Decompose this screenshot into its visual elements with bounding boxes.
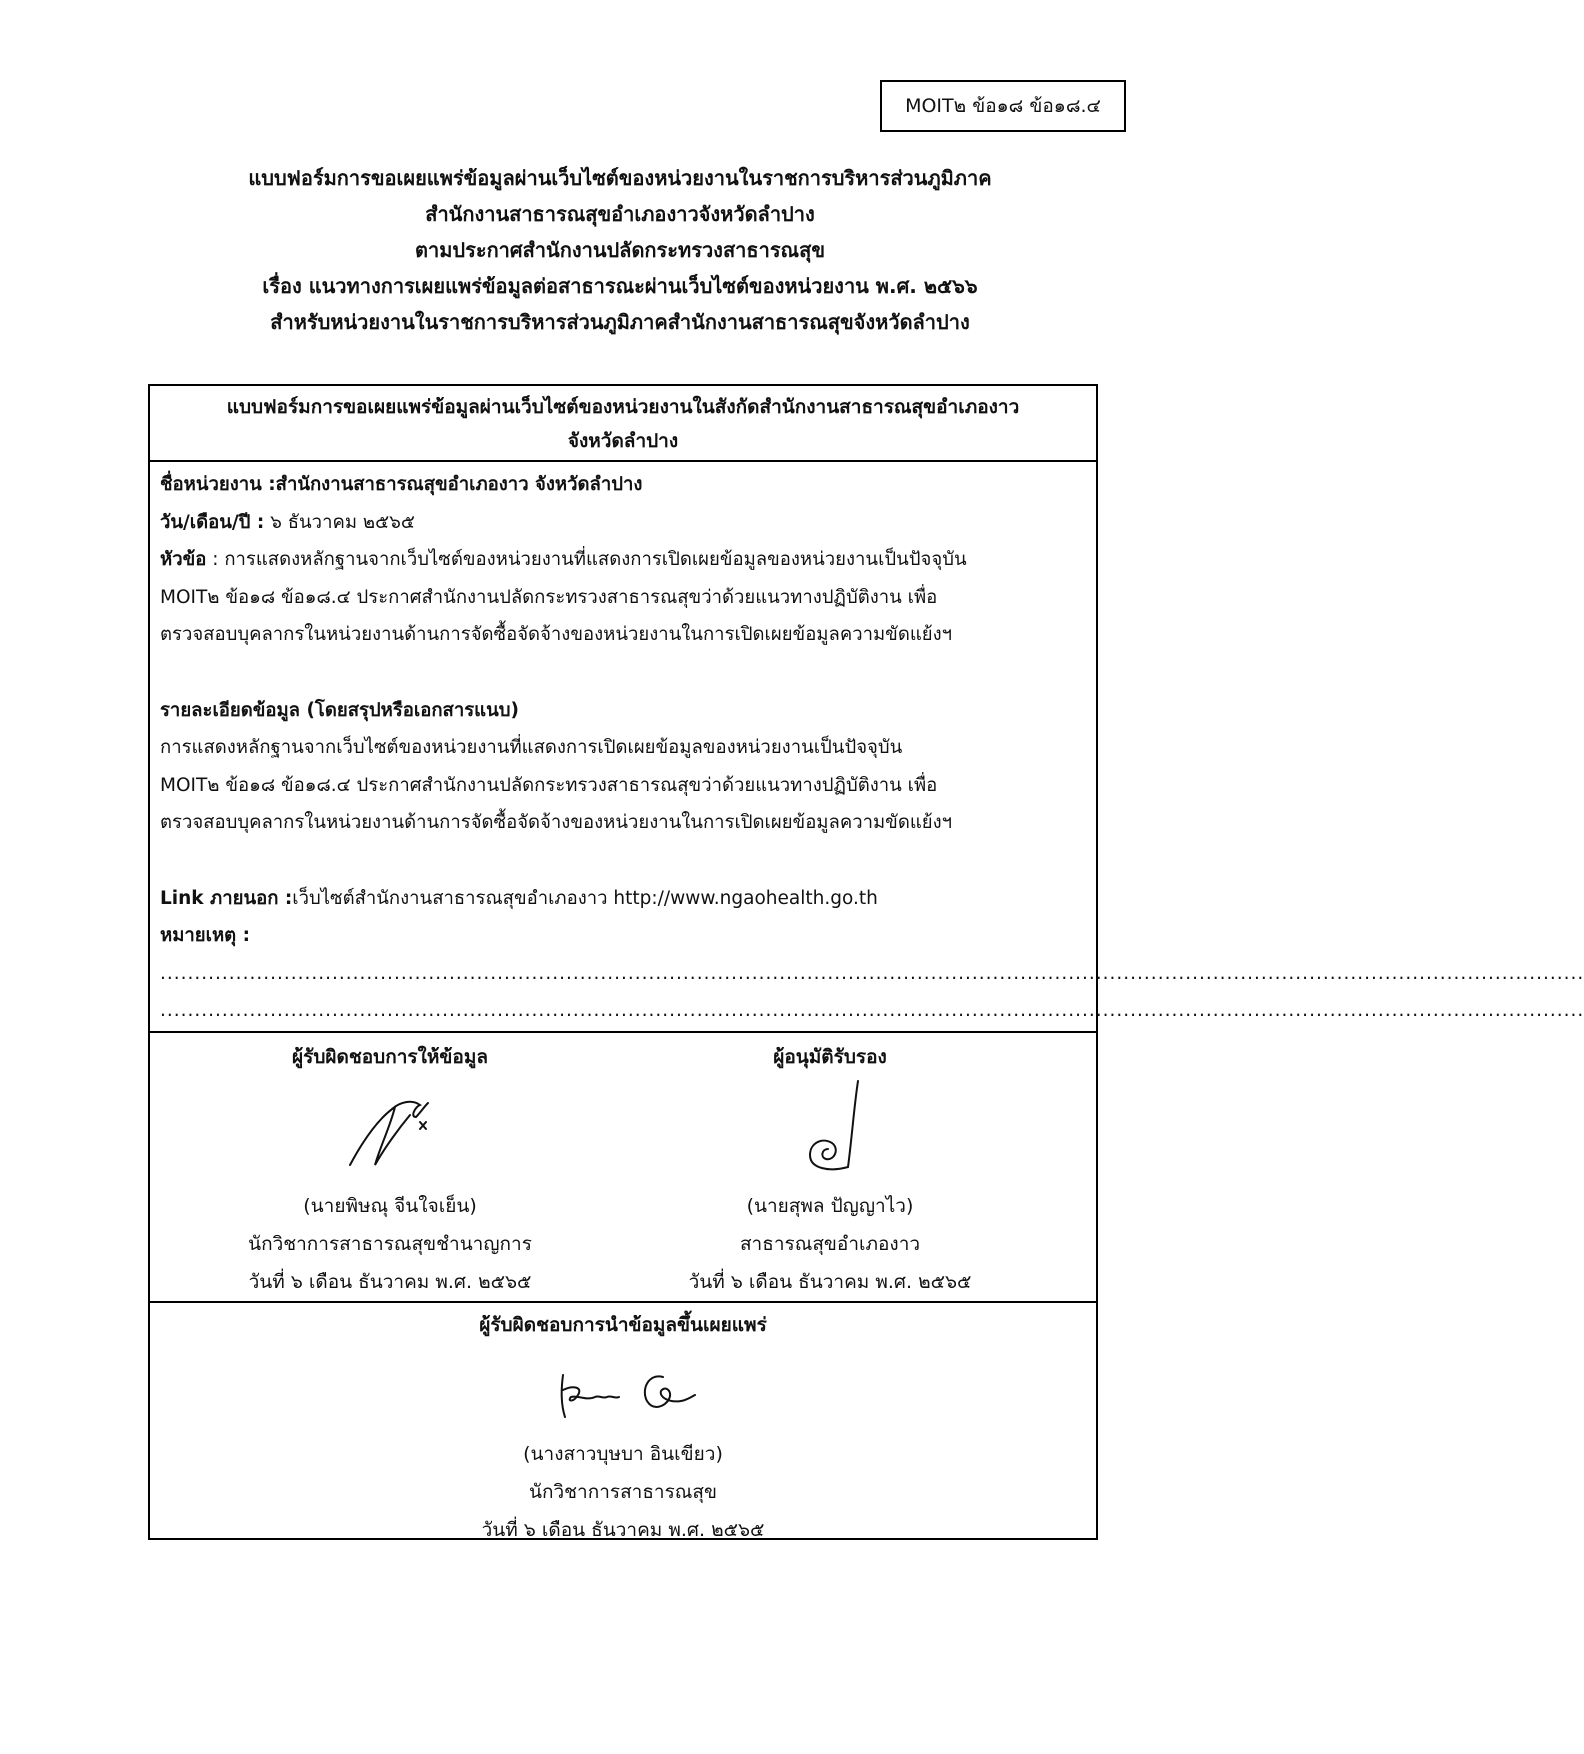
link-label: Link ภายนอก : [160,887,293,909]
publisher-role: ผู้รับผิดชอบการนำข้อมูลขึ้นเผยแพร่ [479,1314,767,1336]
signature-section [150,1031,1096,1301]
topic-line: ตรวจสอบบุคลากรในหน่วยงานด้านการจัดซื้อจัดจ้างของหน่วยงานในการเปิดเผยข้อมูลความขัดแย้งฯ [160,624,953,646]
detail-label: รายละเอียดข้อมูล (โดยสรุปหรือเอกสารแนบ) [160,699,519,721]
heading-line: สำนักงานสาธารณสุขอำเภองาวจังหวัดลำปาง [425,202,815,226]
note-dotted-line: ............................................................................................................................................................................................................... [160,1000,1584,1022]
form-title-line: จังหวัดลำปาง [567,430,679,452]
responsible-role: ผู้รับผิดชอบการให้ข้อมูล [292,1046,488,1068]
org-row [160,466,1086,504]
approver-position: สาธารณสุขอำเภองาว [739,1233,921,1255]
note-label: หมายเหตุ : [160,925,250,947]
responsible-name: (นายพิษณุ จีนใจเย็น) [303,1195,477,1217]
link-row [160,880,1086,918]
responsible-position: นักวิชาการสาธารณสุขชำนาญการ [248,1233,532,1255]
date-value: ๖ ธันวาคม ๒๕๖๕ [264,511,415,533]
detail-line: MOIT๒ ข้อ๑๘ ข้อ๑๘.๔ ประกาศสำนักงานปลัดกระทรวงสาธารณสุขว่าด้วยแนวทางปฏิบัติงาน เพื่อ [160,774,938,796]
publisher-position: นักวิชาการสาธารณสุข [528,1481,718,1503]
heading-line: แบบฟอร์มการขอเผยแพร่ข้อมูลผ่านเว็บไซต์ของหน่วยงานในราชการบริหารส่วนภูมิภาค [248,166,992,190]
heading-line: สำหรับหน่วยงานในราชการบริหารส่วนภูมิภาคสำนักงานสาธารณสุขจังหวัดลำปาง [270,310,970,334]
reference-code-box: MOIT๒ ข้อ๑๘ ข้อ๑๘.๔ [880,80,1126,132]
blank-line [160,842,1086,880]
document-heading [100,160,1140,340]
topic-label: หัวข้อ [160,549,207,571]
publisher-section [150,1301,1096,1541]
note-dotted-line: ............................................................................................................................................................................................................... [160,962,1584,984]
org-label: ชื่อหน่วยงาน : [160,474,276,495]
topic-row [160,541,1086,579]
signature-icon [770,1077,890,1182]
detail-line: การแสดงหลักฐานจากเว็บไซต์ของหน่วยงานที่แสดงการเปิดเผยข้อมูลของหน่วยงานเป็นปัจจุบัน [160,737,903,759]
responsible-date: วันที่ ๖ เดือน ธันวาคม พ.ศ. ๒๕๖๕ [248,1271,532,1293]
approver-date: วันที่ ๖ เดือน ธันวาคม พ.ศ. ๒๕๖๕ [688,1271,972,1293]
detail-line: ตรวจสอบบุคลากรในหน่วยงานด้านการจัดซื้อจัดจ้างของหน่วยงานในการเปิดเผยข้อมูลความขัดแย้งฯ [160,812,953,834]
publisher-name: (นางสาวบุษบา อินเขียว) [523,1443,723,1465]
publisher-signature [150,1345,1096,1435]
blank-line [160,654,1086,692]
form-title-line: แบบฟอร์มการขอเผยแพร่ข้อมูลผ่านเว็บไซต์ของหน่วยงานในสังกัดสำนักงานสาธารณสุขอำเภองาว [226,396,1020,418]
heading-line: ตามประกาศสำนักงานปลัดกระทรวงสาธารณสุข [414,238,825,262]
approver-name: (นายสุพล ปัญญาไว) [746,1195,914,1217]
approver-signature-block [620,1033,1040,1301]
responsible-signature-block [180,1033,600,1301]
approver-signature [620,1077,1040,1187]
signature-icon [523,1345,723,1435]
topic-line: : การแสดงหลักฐานจากเว็บไซต์ของหน่วยงานที่แสดงการเปิดเผยข้อมูลของหน่วยงานเป็นปัจจุบัน [206,549,967,571]
date-row [160,504,1086,542]
heading-line: เรื่อง แนวทางการเผยแพร่ข้อมูลต่อสาธารณะผ่านเว็บไซต์ของหน่วยงาน พ.ศ. ๒๕๖๖ [262,274,978,298]
approver-role: ผู้อนุมัติรับรอง [773,1046,887,1068]
request-form [148,384,1584,1541]
publisher-date: วันที่ ๖ เดือน ธันวาคม พ.ศ. ๒๕๖๕ [481,1519,765,1541]
signature-icon [320,1077,460,1182]
link-value: เว็บไซต์สำนักงานสาธารณสุขอำเภองาว http://www.ngaohealth.go.th [292,887,878,909]
org-value: สำนักงานสาธารณสุขอำเภองาว จังหวัดลำปาง [275,474,643,495]
date-label: วัน/เดือน/ปี : [160,511,265,533]
topic-line: MOIT๒ ข้อ๑๘ ข้อ๑๘.๔ ประกาศสำนักงานปลัดกระทรวงสาธารณสุขว่าด้วยแนวทางปฏิบัติงาน เพื่อ [160,586,938,608]
responsible-signature [180,1077,600,1187]
form-title [150,386,1096,462]
